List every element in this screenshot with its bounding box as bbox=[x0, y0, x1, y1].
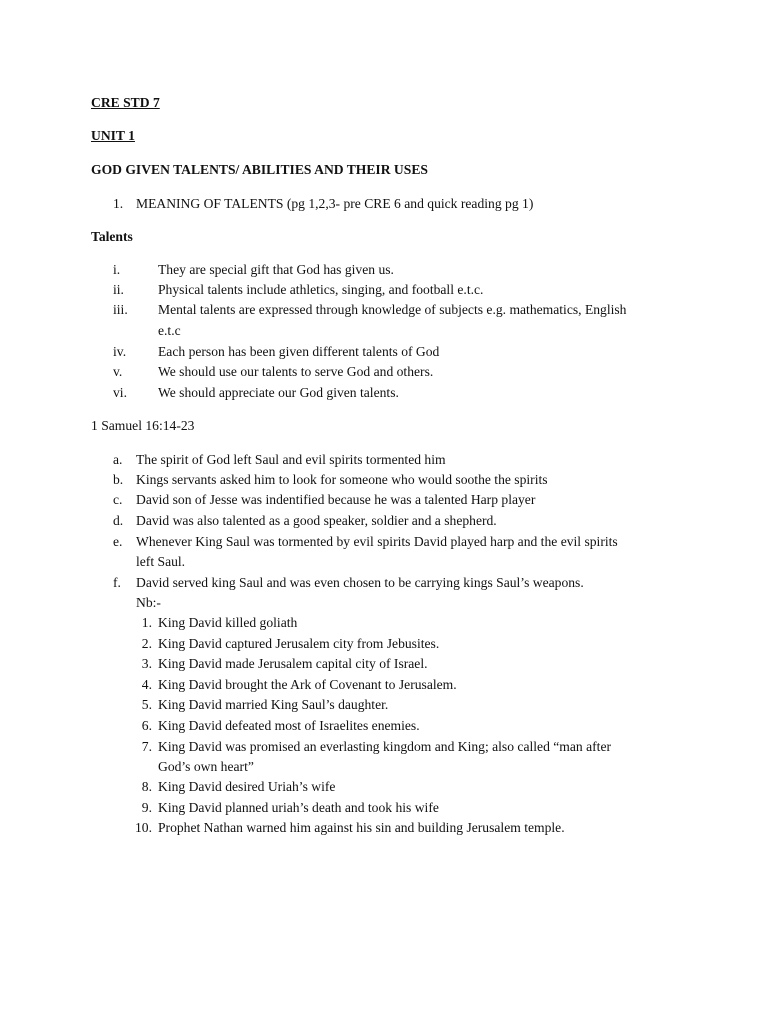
list-item: King David was promised an everlasting kingdom and King; also called “man after bbox=[158, 739, 612, 754]
list-item-marker: d. bbox=[113, 513, 124, 528]
list-item: King David planned uriah’s death and took his wife bbox=[158, 800, 439, 815]
list-item-marker: 2. bbox=[141, 636, 152, 651]
talents-title: Talents bbox=[91, 229, 133, 244]
list-item-marker: v. bbox=[113, 364, 123, 379]
list-item-continuation: left Saul. bbox=[136, 554, 186, 569]
list-item: King David made Jerusalem capital city of Israel. bbox=[158, 656, 428, 671]
list-item: King David defeated most of Israelites enemies. bbox=[158, 718, 420, 733]
list-item: Kings servants asked him to look for someone who would soothe the spirits bbox=[136, 472, 548, 487]
list-item-marker: a. bbox=[113, 452, 123, 467]
list-item-marker: i. bbox=[113, 262, 121, 277]
section-title: MEANING OF TALENTS (pg 1,2,3- pre CRE 6 and quick reading pg 1) bbox=[136, 196, 534, 211]
list-item-marker: 7. bbox=[141, 739, 152, 754]
list-item-marker: 10. bbox=[135, 820, 152, 835]
list-item-continuation: e.t.c bbox=[158, 323, 181, 338]
list-item-marker: 1. bbox=[141, 615, 152, 630]
list-item-marker: 9. bbox=[141, 800, 152, 815]
list-item-marker: 5. bbox=[141, 697, 152, 712]
list-item-marker: f. bbox=[113, 575, 121, 590]
list-item: King David desired Uriah’s wife bbox=[158, 779, 336, 794]
list-item: Prophet Nathan warned him against his sin and building Jerusalem temple. bbox=[158, 820, 565, 835]
list-item-marker: ii. bbox=[113, 282, 124, 297]
list-item: David son of Jesse was indentified because he was a talented Harp player bbox=[136, 492, 536, 507]
topic-heading: GOD GIVEN TALENTS/ ABILITIES AND THEIR USES bbox=[91, 162, 428, 177]
list-item: David served king Saul and was even chosen to be carrying kings Saul’s weapons. bbox=[136, 575, 584, 590]
list-item: We should appreciate our God given talents. bbox=[158, 385, 399, 400]
list-item: King David brought the Ark of Covenant to Jerusalem. bbox=[158, 677, 457, 692]
list-item-marker: b. bbox=[113, 472, 124, 487]
list-item: King David captured Jerusalem city from Jebusites. bbox=[158, 636, 440, 651]
unit-heading: UNIT 1 bbox=[91, 128, 135, 143]
list-item: King David killed goliath bbox=[158, 615, 298, 630]
course-heading: CRE STD 7 bbox=[91, 95, 160, 110]
section-number: 1. bbox=[113, 196, 124, 211]
list-item-marker: iv. bbox=[113, 344, 127, 359]
list-item-marker: 8. bbox=[141, 779, 152, 794]
list-item: Mental talents are expressed through knowledge of subjects e.g. mathematics, English bbox=[158, 302, 627, 317]
nb-label: Nb:- bbox=[136, 595, 161, 610]
list-item-marker: 6. bbox=[141, 718, 152, 733]
scripture-reference: 1 Samuel 16:14-23 bbox=[91, 418, 195, 433]
list-item-marker: 4. bbox=[141, 677, 152, 692]
list-item-marker: 3. bbox=[141, 656, 152, 671]
list-item-marker: c. bbox=[113, 492, 123, 507]
list-item: They are special gift that God has given us. bbox=[158, 262, 394, 277]
list-item: Whenever King Saul was tormented by evil spirits David played harp and the evil spirits bbox=[136, 534, 618, 549]
list-item: We should use our talents to serve God and others. bbox=[158, 364, 434, 379]
list-item: The spirit of God left Saul and evil spirits tormented him bbox=[136, 452, 446, 467]
list-item-marker: iii. bbox=[113, 302, 128, 317]
list-item: King David married King Saul’s daughter. bbox=[158, 697, 389, 712]
list-item: Each person has been given different talents of God bbox=[158, 344, 440, 359]
list-item-continuation: God’s own heart” bbox=[158, 759, 254, 774]
list-item-marker: e. bbox=[113, 534, 123, 549]
list-item: David was also talented as a good speaker, soldier and a shepherd. bbox=[136, 513, 497, 528]
list-item: Physical talents include athletics, singing, and football e.t.c. bbox=[158, 282, 484, 297]
list-item-marker: vi. bbox=[113, 385, 127, 400]
